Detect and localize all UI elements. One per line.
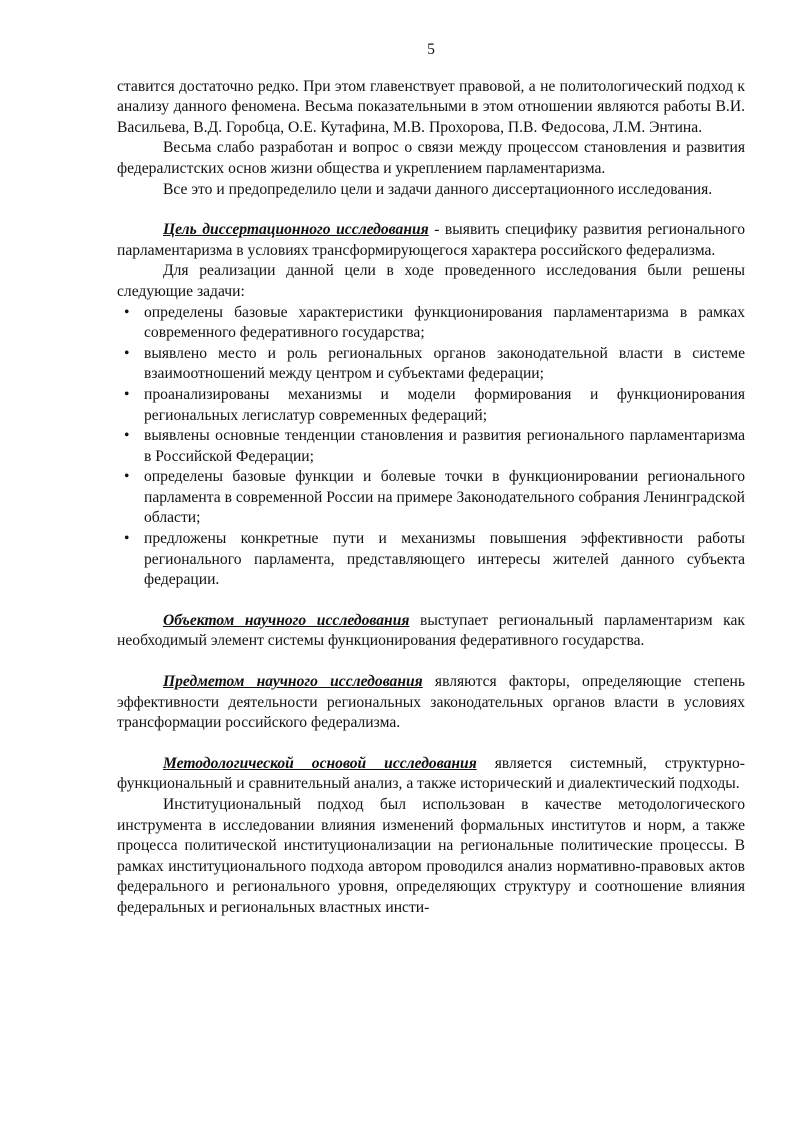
object-paragraph	[117, 611, 745, 652]
object-term: Объектом научного исследования	[163, 611, 410, 629]
task-text: выявлены основные тенденции становления и развития регионального парламентаризма в Российской Федерации;	[144, 427, 745, 465]
task-text: определены базовые характеристики функционирования парламентаризма в рамках современного федеративного государства;	[144, 303, 745, 342]
section-gap	[117, 734, 745, 754]
document-page	[117, 40, 745, 919]
goal-term: Цель диссертационного исследования	[163, 221, 429, 239]
task-text: проанализированы механизмы и модели формирования и функционирования региональных легислатур современных федераций;	[144, 385, 745, 424]
bullet-icon: •	[124, 530, 130, 548]
method-paragraph-2: Институциональный подход был использован в качестве методологического инструмента в исследовании влияния изменений формальных институтов и норм, а также процесса политической институционализации на региональные политические процессы. В рамках институционального подхода автором проводился анализ нормативно-правовых актов федерального и регионального уровня, определяющих структуру и соотношение влияния федеральных и региональных властных инсти-	[117, 796, 745, 916]
intro-paragraph-3: Все это и предопределило цели и задачи данного диссертационного исследования.	[163, 180, 713, 198]
bullet-icon: •	[124, 468, 130, 486]
list-item	[117, 529, 745, 591]
subject-text: являются факторы, определяющие степень эффективности деятельности региональных законодательных органов власти в условиях трансформации российского федерализма.	[117, 673, 745, 732]
tasks-intro: Для реализации данной цели в ходе проведенного исследования были решены следующие задачи:	[117, 262, 745, 300]
method-text: является системный, структурно-функциональный и сравнительный анализ, а также исторический и диалектический подходы.	[117, 754, 745, 793]
subject-paragraph	[117, 672, 745, 734]
list-item	[117, 385, 745, 426]
section-gap	[117, 200, 745, 220]
bullet-icon: •	[124, 344, 130, 362]
list-item	[117, 426, 745, 467]
bullet-icon: •	[124, 427, 130, 445]
method-term: Методологической основой исследования	[163, 754, 477, 772]
tasks-list	[117, 303, 745, 591]
subject-term: Предметом научного исследования	[163, 673, 423, 691]
goal-text: - выявить специфику развития регионального парламентаризма в условиях трансформирующегося характера российского федерализма.	[117, 221, 746, 259]
intro-paragraph-1: ставится достаточно редко. При этом главенствует правовой, а не политологический подход к анализу данного феномена. Весьма показательными в этом отношении являются работы В.И. Васильева, В.Д. Горобца, О.Е. Кутафина, М.В. Прохорова, П.В. Федосова, Л.М. Энтина.	[117, 77, 745, 136]
task-text: предложены конкретные пути и механизмы повышения эффективности работы регионального парламента, представляющего интересы жителей данного субъекта федерации.	[144, 530, 745, 589]
intro-paragraph-2: Весьма слабо разработан и вопрос о связи между процессом становления и развития федералистских основ жизни общества и укреплением парламентаризма.	[117, 139, 745, 177]
goal-paragraph	[117, 220, 745, 261]
list-item	[117, 344, 745, 385]
section-gap	[117, 591, 745, 611]
object-text: выступает региональный парламентаризм как необходимый элемент системы функционирования федеративного государства.	[117, 611, 746, 650]
task-text: выявлено место и роль региональных органов законодательной власти в системе взаимоотношений между центром и субъектами федерации;	[144, 344, 745, 383]
task-text: определены базовые функции и болевые точки в функционировании регионального парламента в современной России на примере Законодательного собрания Ленинградской области;	[144, 468, 745, 527]
method-paragraph	[117, 754, 745, 795]
list-item	[117, 303, 745, 344]
list-item	[117, 467, 745, 529]
page-number: 5	[427, 41, 435, 58]
section-gap	[117, 652, 745, 672]
bullet-icon: •	[124, 385, 130, 403]
bullet-icon: •	[124, 303, 130, 321]
